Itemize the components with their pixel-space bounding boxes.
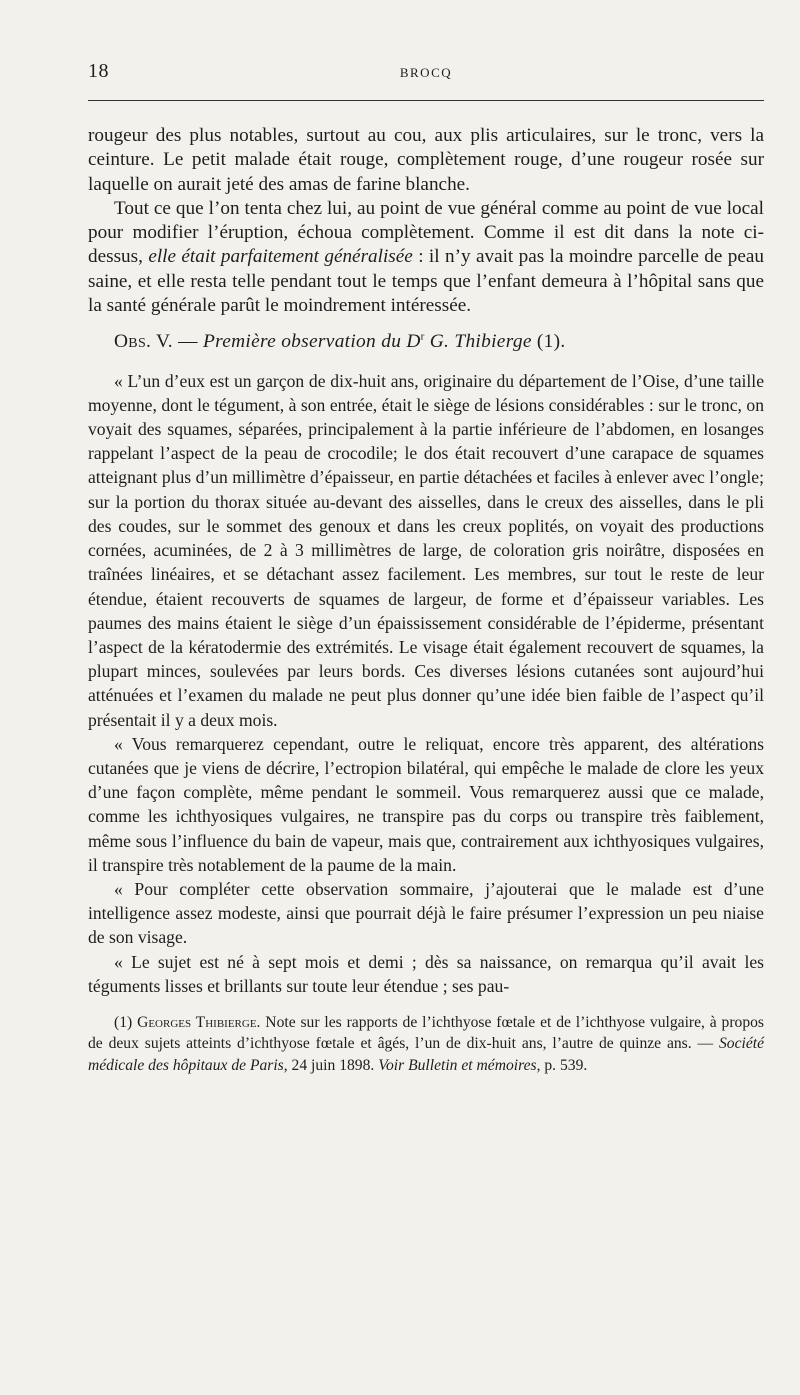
observation-dash: — [172, 331, 203, 353]
quote-paragraph-3: « Pour compléter cette observation sommaire, j’ajouterai que le malade est d’une intelligence assez modeste, ainsi que pourrait déjà le faire présumer l’expression un peu niaise de son visage. [88, 878, 764, 948]
footnote-1 [88, 1012, 764, 1077]
paragraph-1-text: rougeur des plus notables, surtout au cou, aux plis articulaires, sur le tronc, vers la ceinture. Le petit malade était rouge, complètement rouge, d’une rougeur rosée sur laquelle on aurait jeté des amas de farine blanche. [88, 125, 764, 195]
footnote-journal: Société médicale des hôpitaux de Paris [88, 1035, 764, 1074]
quote-paragraph-2: « Vous remarquerez cependant, outre le reliquat, encore très apparent, des altérations cutanées que je viens de décrire, l’ectropion bilatéral, qui empêche le malade de clore les yeux d’une façon complète, même pendant le sommeil. Vous remarquerez aussi que ce malade, comme les ichthyosiques vulgaires, ne transpire pas du corps ou transpire très faiblement, même sous l’influence du bain de vapeur, mais que, contrairement aux ichthyosiques vulgaires, il transpire très notablement de la paume de la main. [88, 733, 764, 875]
footnote-author: Georges Thibierge [137, 1013, 257, 1031]
footnote-text-b: , 24 juin 1898. [283, 1056, 375, 1074]
running-head: BROCQ [399, 65, 453, 80]
paragraph-2-emphasis: elle était parfaitement généralisée [148, 246, 413, 268]
footnotes [88, 1012, 764, 1077]
footnote-voir: Voir Bulletin et mémoires [378, 1056, 537, 1074]
observation-title: Première observation du D [202, 331, 421, 353]
body-text [88, 124, 764, 998]
paragraph-2-text-b: : il n’y avait pas la moindre parcelle de peau saine, et elle resta telle pendant tout le temps que l’enfant demeura à l’hôpital sans que la santé générale parût le moindrement intéressée. [88, 246, 765, 317]
footnote-text-a: . Note sur les rapports de l’ichthyose fœtale et de l’ichthyose vulgaire, à propos de deux sujets atteints d’ichthyose fœtale et âgés, l’un de dix-huit ans, l’autre de quinze ans. — [88, 1013, 765, 1053]
header-rule [88, 100, 764, 101]
footnote-marker: (1) [114, 1013, 133, 1031]
observation-heading [88, 330, 764, 354]
footnote-text-c: , p. 539. [536, 1056, 588, 1074]
observation-note-ref: (1). [531, 331, 566, 353]
page [88, 58, 764, 1076]
page-header [88, 58, 764, 94]
observation-title-b: G. Thibierge [424, 331, 532, 353]
quote-paragraph-1: « L’un d’eux est un garçon de dix-huit ans, originaire du département de l’Oise, d’une taille moyenne, dont le tégument, à son entrée, était le siège de lésions considérables : sur le tronc, on voyait des squames, séparées, principalement à la partie inférieure de l’abdomen, en losanges rappelant l’aspect de la peau de crocodile; le dos était recouvert d’une carapace de squames atteignant plus d’un millimètre d’épaisseur, en partie détachées et faciles à enlever avec l’ongle; sur la portion du thorax située au-devant des aisselles, dans le creux des aisselles, dans le pli des coudes, sur le sommet des genoux et dans les creux poplités, on voyait des productions cornées, acuminées, de 2 à 3 millimètres de large, de coloration gris noirâtre, disposées en traînées linéaires, et se détachant assez facilement. Les membres, sur tout le reste de leur étendue, étaient recouverts de squames de largeur, de forme et d’épaisseur variables. Les paumes des mains étaient le siège d’un épaississement considérable de l’épiderme, présentant l’aspect de la kératodermie des extrémités. Le visage était également recouvert de squames, la plupart minces, soulevées par leurs bords. Ces diverses lésions cutanées sont aujourd’hui atténuées et l’examen du malade ne peut plus donner qu’une idée bien faible de l’aspect qu’il présentait il y a deux mois. [88, 370, 764, 730]
observation-label: Obs. V. [114, 331, 173, 353]
quote-paragraph-4: « Le sujet est né à sept mois et demi ; dès sa naissance, on remarqua qu’il avait les téguments lisses et brillants sur toute leur étendue ; ses pau- [88, 951, 764, 996]
page-number: 18 [88, 60, 109, 82]
observation-title-sup: r [420, 330, 425, 343]
paragraph-2-text-a: Tout ce que l’on tenta chez lui, au point de vue général comme au point de vue local pour modifier l’éruption, échoua complètement. Comme il est dit dans la note ci-dessus, [88, 197, 764, 268]
paragraph-continuation [88, 124, 764, 197]
paragraph-2 [88, 197, 764, 318]
